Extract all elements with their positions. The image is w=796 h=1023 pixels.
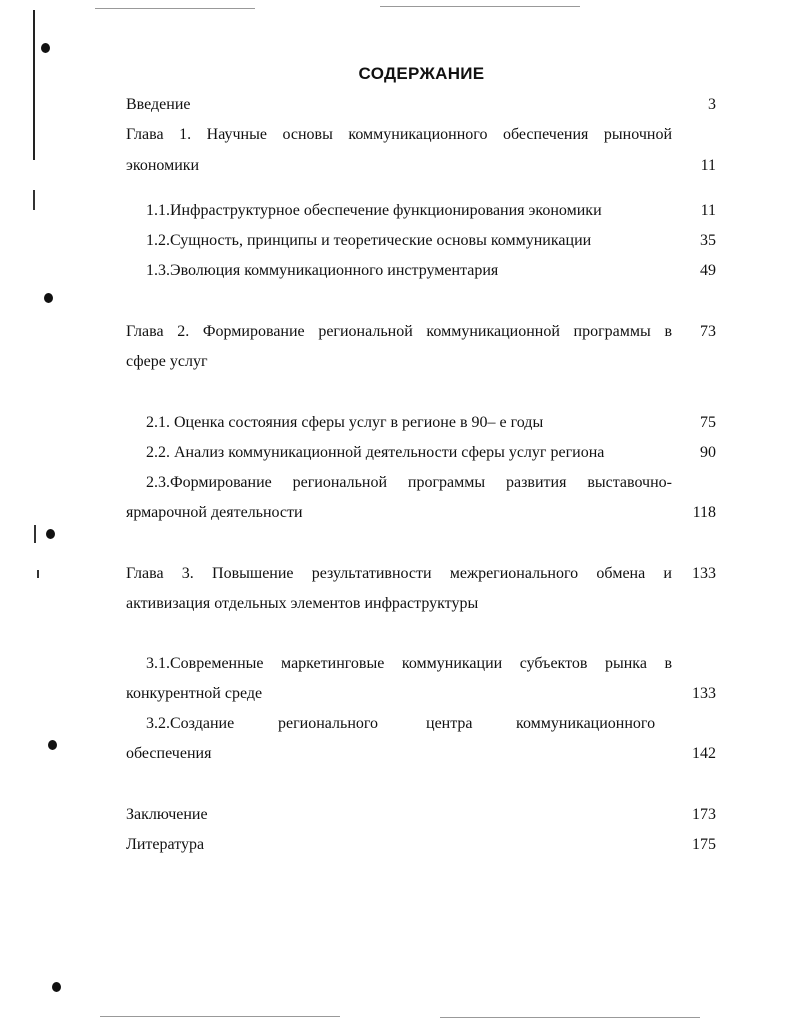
toc-entry-page: 142 bbox=[692, 745, 716, 762]
toc-entry-text: регионального bbox=[278, 715, 379, 732]
toc-entry-text: 1.1.Инфраструктурное обеспечение функционирования экономики bbox=[146, 202, 602, 219]
toc-entry-text: 3.2.Создание bbox=[146, 715, 235, 732]
toc-entry-page: 118 bbox=[692, 504, 716, 521]
toc-entry-text: Глава 1. Научные основы коммуникационного обеспечения рыночной bbox=[126, 126, 672, 143]
toc-entry-text-continued: активизация отдельных элементов инфраструктуры bbox=[126, 595, 479, 612]
toc-entry-text: Введение bbox=[126, 96, 191, 113]
binding-hole-dot bbox=[52, 982, 61, 992]
toc-entry-page: 90 bbox=[700, 444, 716, 461]
toc-title: СОДЕРЖАНИЕ bbox=[358, 64, 485, 83]
toc-entry-text: Глава 2. Формирование региональной коммуникационной программы в bbox=[126, 323, 672, 340]
binding-hole-dot bbox=[46, 529, 55, 539]
toc-entry-text-continued: ярмарочной деятельности bbox=[126, 504, 303, 521]
toc-entry-page: 11 bbox=[700, 202, 716, 219]
toc-entry-text: центра bbox=[426, 715, 473, 732]
toc-entry-text: коммуникационного bbox=[516, 715, 656, 732]
toc-entry-page: 173 bbox=[692, 806, 716, 823]
binding-hole-dot bbox=[44, 293, 53, 303]
toc-entry-text: 1.3.Эволюция коммуникационного инструментария bbox=[146, 262, 499, 279]
binding-hole-dot bbox=[48, 740, 57, 750]
toc-entry-text: 1.2.Сущность, принципы и теоретические основы коммуникации bbox=[146, 232, 592, 249]
toc-entry-text-continued: сфере услуг bbox=[126, 353, 208, 370]
scan-artifact-mark bbox=[33, 190, 35, 210]
scan-artifact-line bbox=[100, 1016, 340, 1017]
toc-entry-page: 133 bbox=[692, 685, 716, 702]
toc-entry-text: Заключение bbox=[126, 806, 208, 823]
scan-artifact-mark bbox=[34, 525, 36, 543]
toc-entry-page: 73 bbox=[700, 323, 716, 340]
toc-entry-text: Глава 3. Повышение результативности межрегионального обмена и bbox=[126, 565, 672, 582]
scan-artifact-mark bbox=[37, 570, 39, 578]
scan-artifact-line bbox=[380, 6, 580, 7]
toc-entry-page: 49 bbox=[700, 262, 716, 279]
scan-artifact-line bbox=[440, 1017, 700, 1018]
toc-entry-text: 3.1.Современные маркетинговые коммуникации субъектов рынка в bbox=[146, 655, 672, 672]
toc-entry-text-continued: экономики bbox=[126, 157, 200, 174]
toc-entry-text-continued: конкурентной среде bbox=[126, 685, 263, 702]
toc-entry-page: 133 bbox=[692, 565, 716, 582]
toc-entry-page: 175 bbox=[692, 836, 716, 853]
toc-entry-page: 11 bbox=[700, 157, 716, 174]
toc-entry-page: 75 bbox=[700, 414, 716, 431]
toc-entry-text-continued: обеспечения bbox=[126, 745, 212, 762]
scan-edge-line bbox=[33, 10, 35, 160]
toc-entry-text: 2.2. Анализ коммуникационной деятельности сферы услуг региона bbox=[146, 444, 605, 461]
toc-entry-page: 3 bbox=[708, 96, 716, 113]
toc-entry-text: 2.3.Формирование региональной программы развития выставочно- bbox=[146, 474, 672, 491]
toc-entry-text: Литература bbox=[126, 836, 205, 853]
toc-entry-text: 2.1. Оценка состояния сферы услуг в регионе в 90– е годы bbox=[146, 414, 544, 431]
toc-entry-page: 35 bbox=[700, 232, 716, 249]
scan-artifact-line bbox=[95, 8, 255, 9]
binding-hole-dot bbox=[41, 43, 50, 53]
